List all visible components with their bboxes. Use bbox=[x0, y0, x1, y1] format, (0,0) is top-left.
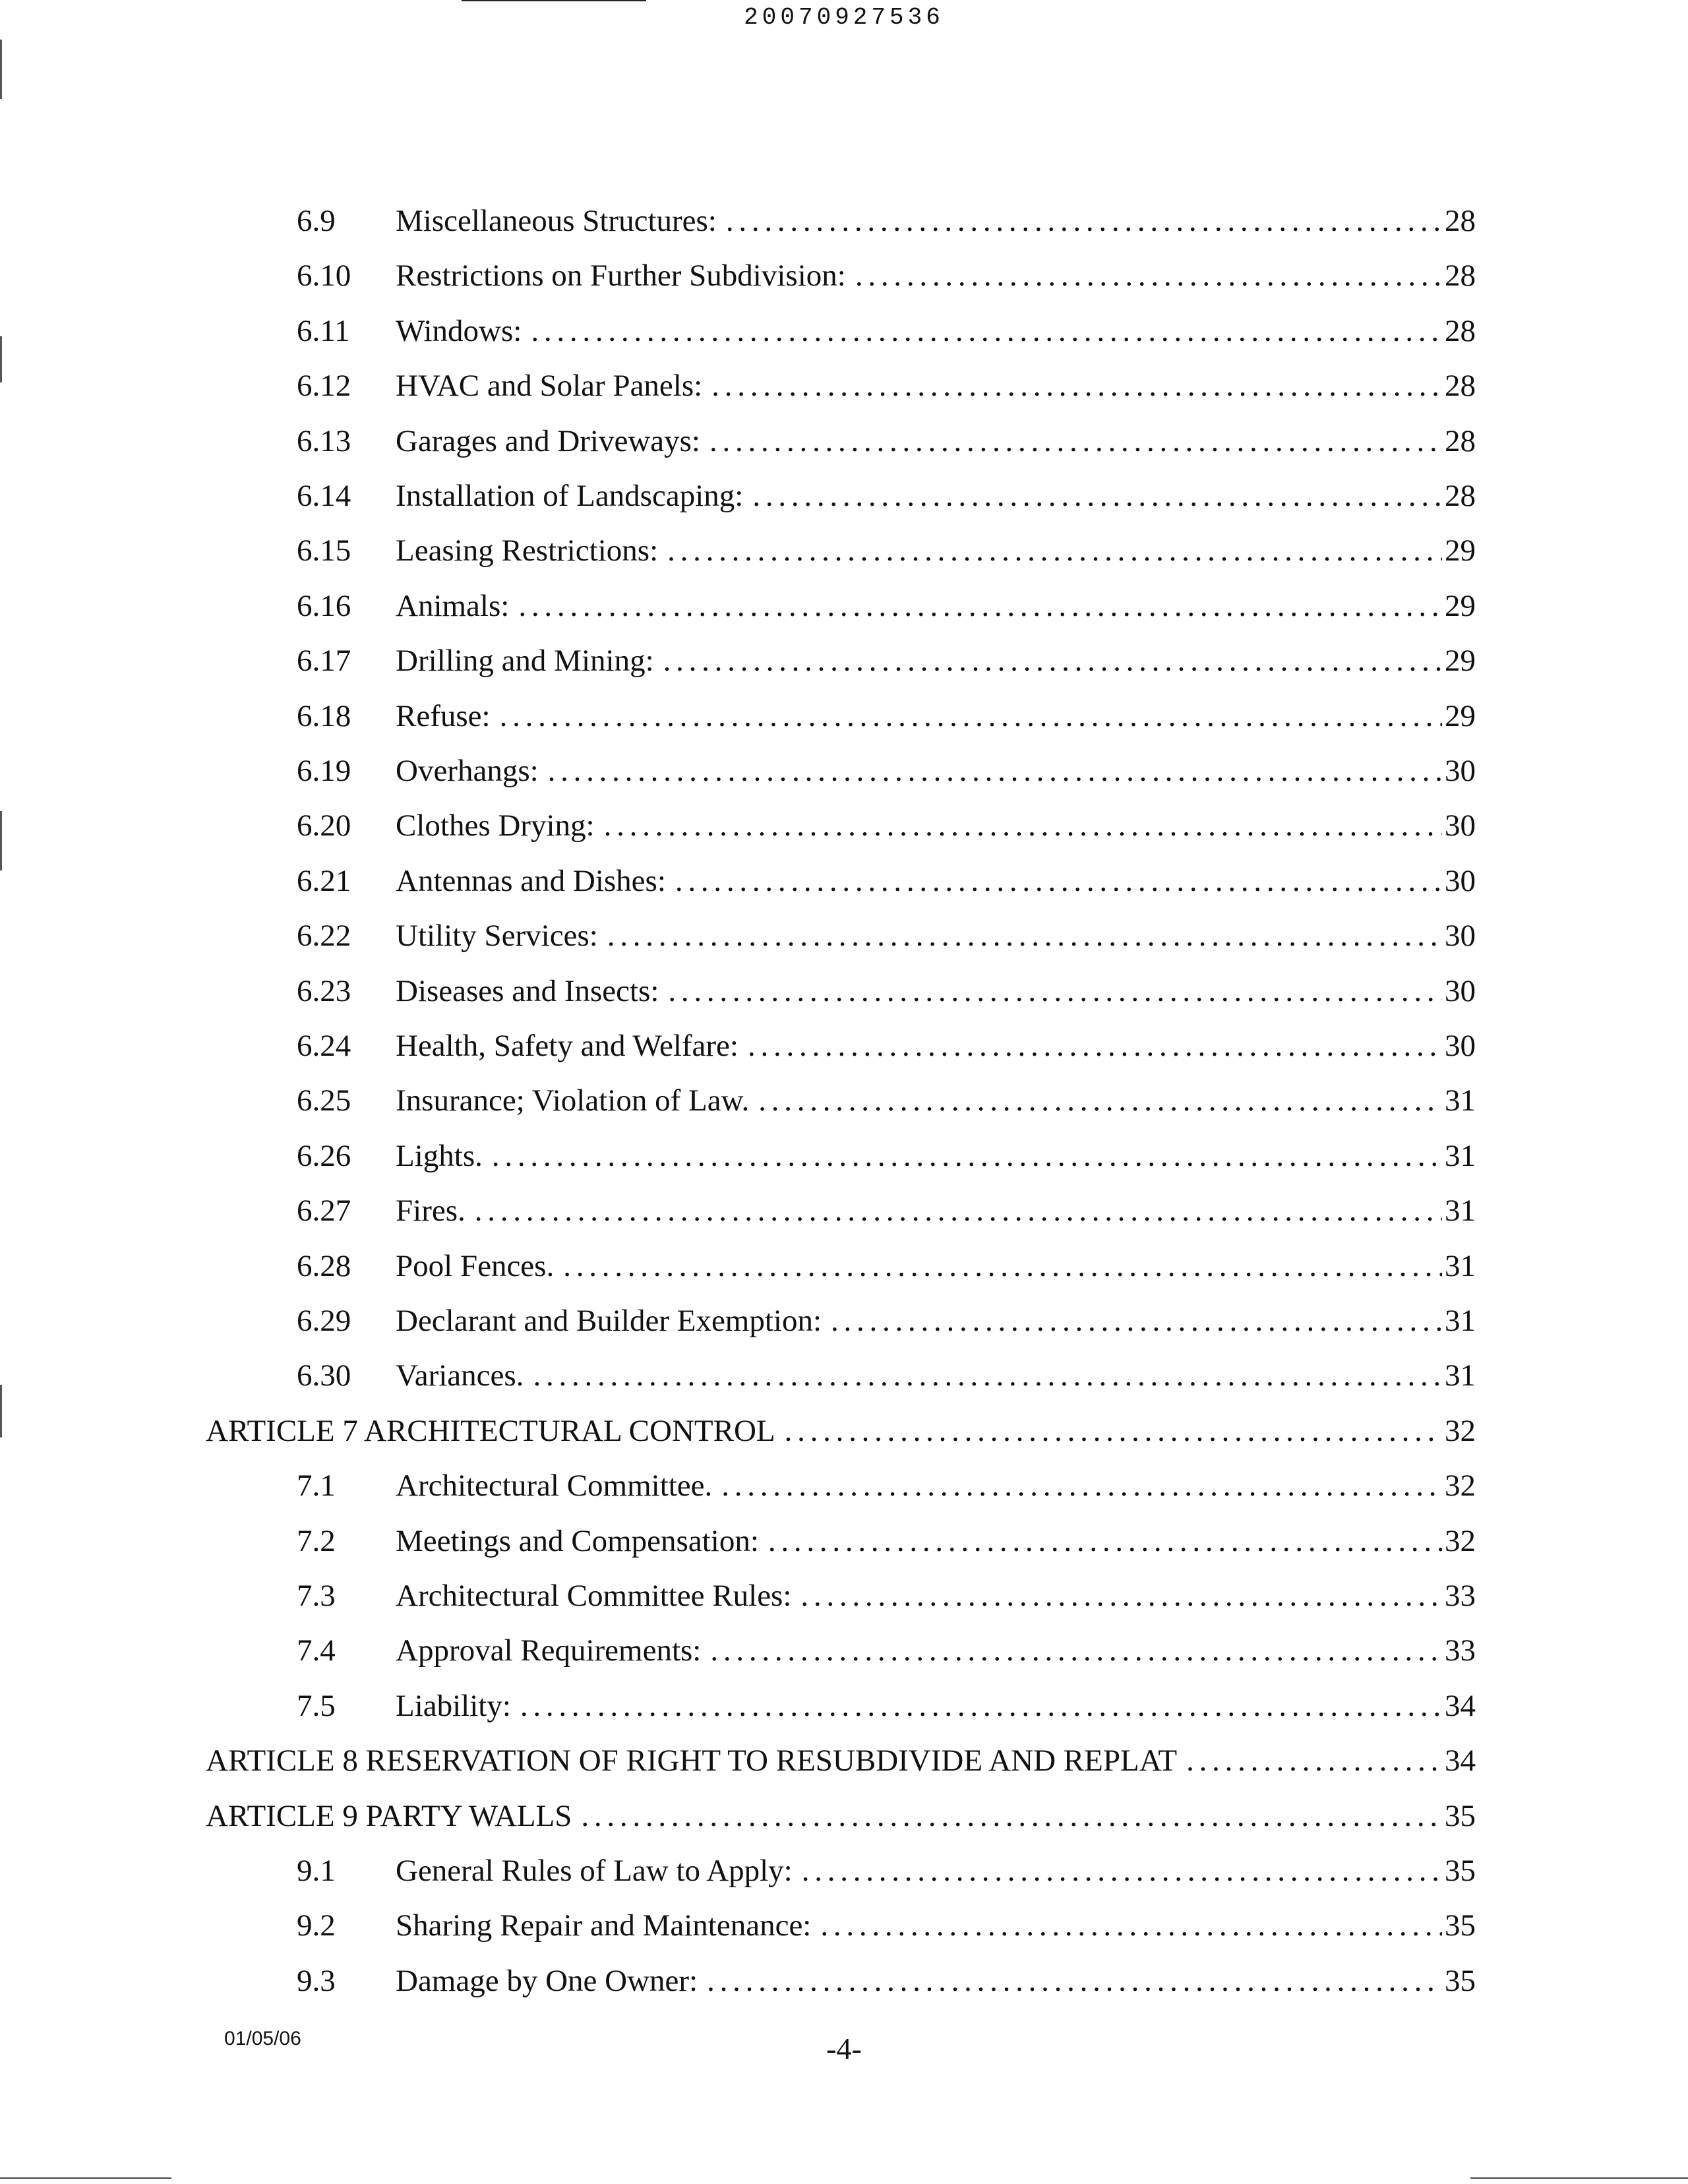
dot-leader bbox=[721, 1463, 1442, 1509]
dot-leader bbox=[768, 1518, 1442, 1564]
toc-entry bbox=[0, 1518, 1688, 1564]
toc-entry-line bbox=[396, 1848, 1476, 1894]
toc-entry-title: Animals: bbox=[396, 588, 510, 623]
toc-entry-number: 6.30 bbox=[297, 1358, 351, 1393]
dot-leader bbox=[726, 198, 1442, 244]
toc-entry-title: Antennas and Dishes: bbox=[396, 863, 666, 898]
toc-entry-page: 31 bbox=[1445, 1138, 1476, 1173]
dot-leader bbox=[707, 1958, 1442, 2004]
toc-entry-title: Drilling and Mining: bbox=[396, 644, 654, 679]
toc-entry-page: 29 bbox=[1445, 698, 1476, 733]
toc-entry bbox=[0, 1077, 1688, 1124]
toc-entry-line bbox=[396, 1298, 1476, 1344]
toc-entry bbox=[0, 1133, 1688, 1179]
toc-entry-number: 6.12 bbox=[297, 369, 351, 404]
toc-entry-page: 28 bbox=[1445, 423, 1476, 458]
toc-entry-number: 6.16 bbox=[297, 588, 351, 623]
toc-entry-line bbox=[396, 473, 1476, 519]
toc-entry bbox=[0, 1902, 1688, 1949]
dot-leader bbox=[531, 308, 1442, 354]
dot-leader bbox=[563, 1243, 1442, 1289]
toc-entry-line bbox=[396, 1352, 1476, 1399]
toc-entry-page: 28 bbox=[1445, 479, 1476, 513]
toc-entry-number: 9.2 bbox=[297, 1908, 336, 1943]
toc-entry-page: 29 bbox=[1445, 588, 1476, 623]
toc-entry-number: 6.20 bbox=[297, 808, 351, 843]
dot-leader bbox=[820, 1902, 1442, 1949]
toc-entry-title: Lights. bbox=[396, 1138, 483, 1173]
dot-leader bbox=[492, 1133, 1442, 1179]
toc-entry-page: 30 bbox=[1445, 808, 1476, 843]
toc-entry-title: Garages and Driveways: bbox=[396, 423, 700, 458]
dot-leader bbox=[711, 363, 1442, 409]
dot-leader bbox=[581, 1793, 1442, 1839]
toc-entry-title: Architectural Committee. bbox=[396, 1469, 713, 1503]
toc-entry-number: 6.28 bbox=[297, 1248, 351, 1283]
dot-leader bbox=[668, 968, 1442, 1014]
toc-entry-number: 6.19 bbox=[297, 754, 351, 788]
toc-entry bbox=[0, 1298, 1688, 1344]
toc-entry bbox=[0, 1627, 1688, 1674]
toc-entry bbox=[0, 1958, 1688, 2004]
toc-entry-page: 35 bbox=[1445, 1798, 1476, 1833]
toc-entry-page: 30 bbox=[1445, 973, 1476, 1008]
toc-entry-title: ARTICLE 8 RESERVATION OF RIGHT TO RESUBDIVIDE AND REPLAT bbox=[206, 1744, 1178, 1778]
toc-entry-page: 28 bbox=[1445, 258, 1476, 293]
toc-article-heading bbox=[0, 1738, 1688, 1784]
toc-entry-line bbox=[396, 1188, 1476, 1234]
scan-edge-mark bbox=[0, 40, 2, 99]
toc-entry-number: 6.10 bbox=[297, 258, 351, 293]
toc-entry-title: Sharing Repair and Maintenance: bbox=[396, 1908, 812, 1943]
toc-entry-number: 6.22 bbox=[297, 919, 351, 954]
dot-leader bbox=[675, 858, 1442, 904]
toc-entry-number: 6.9 bbox=[297, 204, 336, 238]
dot-leader bbox=[518, 583, 1442, 629]
toc-entry-page: 28 bbox=[1445, 313, 1476, 348]
toc-entry-title: Diseases and Insects: bbox=[396, 973, 659, 1008]
toc-entry-line bbox=[396, 253, 1476, 299]
toc-entry-page: 28 bbox=[1445, 369, 1476, 404]
toc-entry bbox=[0, 1683, 1688, 1729]
toc-entry-title: Insurance; Violation of Law. bbox=[396, 1083, 750, 1118]
toc-entry-line bbox=[396, 528, 1476, 574]
toc-entry-title: ARTICLE 7 ARCHITECTURAL CONTROL bbox=[206, 1413, 775, 1448]
toc-entry-page: 30 bbox=[1445, 754, 1476, 788]
toc-entry-title: Liability: bbox=[396, 1688, 511, 1723]
toc-entry-title: Clothes Drying: bbox=[396, 808, 595, 843]
toc-entry-title: Approval Requirements: bbox=[396, 1633, 702, 1668]
toc-entry-page: 30 bbox=[1445, 1029, 1476, 1063]
toc-entry-page: 31 bbox=[1445, 1083, 1476, 1118]
toc-entry-number: 6.11 bbox=[297, 313, 350, 348]
toc-entry-page: 31 bbox=[1445, 1194, 1476, 1228]
dot-leader bbox=[710, 1627, 1442, 1674]
toc-entry-page: 32 bbox=[1445, 1523, 1476, 1558]
toc-entry-line bbox=[396, 1077, 1476, 1124]
toc-entry-title: Meetings and Compensation: bbox=[396, 1523, 759, 1558]
toc-entry-title: Architectural Committee Rules: bbox=[396, 1579, 792, 1613]
toc-entry-page: 28 bbox=[1445, 204, 1476, 238]
bottom-rule bbox=[1470, 2177, 1688, 2179]
toc-entry-page: 29 bbox=[1445, 644, 1476, 679]
toc-entry bbox=[0, 363, 1688, 409]
toc-entry-title: Restrictions on Further Subdivision: bbox=[396, 258, 846, 293]
toc-entry-line bbox=[206, 1408, 1476, 1454]
toc-entry-line bbox=[396, 583, 1476, 629]
toc-entry-line bbox=[396, 1902, 1476, 1949]
toc-entry-line bbox=[396, 363, 1476, 409]
dot-leader bbox=[500, 693, 1442, 739]
toc-entry-line bbox=[396, 693, 1476, 739]
dot-leader bbox=[709, 418, 1442, 464]
toc-entry-line bbox=[396, 1573, 1476, 1619]
toc-entry-title: Windows: bbox=[396, 313, 522, 348]
toc-entry-page: 33 bbox=[1445, 1579, 1476, 1613]
dot-leader bbox=[752, 473, 1442, 519]
toc-entry-number: 6.13 bbox=[297, 423, 351, 458]
toc-entry bbox=[0, 1573, 1688, 1619]
dot-leader bbox=[831, 1298, 1442, 1344]
toc-entry bbox=[0, 308, 1688, 354]
toc-entry bbox=[0, 748, 1688, 794]
bottom-rule bbox=[0, 2177, 171, 2179]
toc-entry-title: Declarant and Builder Exemption: bbox=[396, 1304, 822, 1338]
page-number: -4- bbox=[826, 2032, 862, 2065]
toc-entry bbox=[0, 913, 1688, 959]
top-rule bbox=[462, 0, 646, 1]
dot-leader bbox=[533, 1352, 1442, 1399]
toc-entry bbox=[0, 858, 1688, 904]
toc-entry bbox=[0, 583, 1688, 629]
toc-entry-number: 6.23 bbox=[297, 973, 351, 1008]
toc-entry-number: 6.25 bbox=[297, 1083, 351, 1118]
toc-entry-number: 6.15 bbox=[297, 533, 351, 568]
toc-entry bbox=[0, 418, 1688, 464]
toc-entry-title: Miscellaneous Structures: bbox=[396, 204, 717, 238]
toc-entry-number: 6.24 bbox=[297, 1029, 351, 1063]
toc-entry bbox=[0, 803, 1688, 849]
toc-entry bbox=[0, 1352, 1688, 1399]
dot-leader bbox=[802, 1848, 1442, 1894]
toc-entry-page: 31 bbox=[1445, 1358, 1476, 1393]
toc-entry-line bbox=[396, 1023, 1476, 1069]
toc-entry bbox=[0, 528, 1688, 574]
toc-entry-line bbox=[396, 913, 1476, 959]
toc-entry bbox=[0, 473, 1688, 519]
toc-entry bbox=[0, 1463, 1688, 1509]
toc-entry-line bbox=[396, 1518, 1476, 1564]
toc-entry-page: 35 bbox=[1445, 1908, 1476, 1943]
toc-entry-page: 34 bbox=[1445, 1744, 1476, 1778]
toc-entry-title: Leasing Restrictions: bbox=[396, 533, 659, 568]
footer-date: 01/05/06 bbox=[224, 2028, 301, 2049]
toc-entry-page: 29 bbox=[1445, 533, 1476, 568]
toc-entry-page: 30 bbox=[1445, 863, 1476, 898]
toc-entry-line bbox=[396, 1463, 1476, 1509]
toc-entry-number: 7.4 bbox=[297, 1633, 336, 1668]
toc-entry bbox=[0, 1243, 1688, 1289]
document-number: 20070927536 bbox=[744, 4, 944, 31]
dot-leader bbox=[855, 253, 1442, 299]
toc-entry-page: 34 bbox=[1445, 1688, 1476, 1723]
toc-entry-number: 6.18 bbox=[297, 698, 351, 733]
dot-leader bbox=[800, 1573, 1442, 1619]
toc-entry-number: 9.3 bbox=[297, 1963, 336, 1998]
dot-leader bbox=[604, 803, 1442, 849]
toc-entry-number: 6.26 bbox=[297, 1138, 351, 1173]
toc-entry-number: 9.1 bbox=[297, 1854, 336, 1888]
toc-entry-line bbox=[396, 638, 1476, 684]
toc-entry-line bbox=[396, 198, 1476, 244]
toc-entry-title: Damage by One Owner: bbox=[396, 1963, 698, 1998]
toc-entry-line bbox=[206, 1793, 1476, 1839]
toc-entry-title: Overhangs: bbox=[396, 754, 539, 788]
toc-entry-title: Refuse: bbox=[396, 698, 491, 733]
toc-entry-page: 32 bbox=[1445, 1413, 1476, 1448]
toc-entry-number: 6.27 bbox=[297, 1194, 351, 1228]
toc-entry-title: Utility Services: bbox=[396, 919, 598, 954]
dot-leader bbox=[1186, 1738, 1442, 1784]
toc-entry-line bbox=[396, 1627, 1476, 1674]
toc-entry-title: Installation of Landscaping: bbox=[396, 479, 744, 513]
toc-entry-line bbox=[396, 418, 1476, 464]
dot-leader bbox=[758, 1077, 1442, 1124]
toc-entry-title: HVAC and Solar Panels: bbox=[396, 369, 703, 404]
dot-leader bbox=[667, 528, 1442, 574]
toc-entry-line bbox=[396, 858, 1476, 904]
toc-entry-title: Health, Safety and Welfare: bbox=[396, 1029, 738, 1063]
toc-article-heading bbox=[0, 1793, 1688, 1839]
toc-entry-line bbox=[396, 748, 1476, 794]
toc-entry-line bbox=[396, 1958, 1476, 2004]
toc-entry-page: 30 bbox=[1445, 919, 1476, 954]
toc-entry-line bbox=[206, 1738, 1476, 1784]
dot-leader bbox=[548, 748, 1442, 794]
toc-entry-number: 7.1 bbox=[297, 1469, 336, 1503]
toc-entry-line bbox=[396, 1133, 1476, 1179]
toc-entry-number: 7.2 bbox=[297, 1523, 336, 1558]
dot-leader bbox=[520, 1683, 1442, 1729]
dot-leader bbox=[663, 638, 1442, 684]
toc-entry-number: 6.17 bbox=[297, 644, 351, 679]
toc-entry-line bbox=[396, 308, 1476, 354]
toc-entry-number: 6.14 bbox=[297, 479, 351, 513]
toc-entry-number: 6.21 bbox=[297, 863, 351, 898]
toc-entry-page: 33 bbox=[1445, 1633, 1476, 1668]
toc-entry bbox=[0, 1188, 1688, 1234]
toc-article-heading bbox=[0, 1408, 1688, 1454]
toc-entry bbox=[0, 1848, 1688, 1894]
toc-entry-title: Pool Fences. bbox=[396, 1248, 555, 1283]
toc-entry-title: Fires. bbox=[396, 1194, 466, 1228]
toc-entry-page: 31 bbox=[1445, 1304, 1476, 1338]
toc-entry-title: Variances. bbox=[396, 1358, 524, 1393]
toc-entry-page: 32 bbox=[1445, 1469, 1476, 1503]
toc-entry-page: 31 bbox=[1445, 1248, 1476, 1283]
toc-entry bbox=[0, 253, 1688, 299]
toc-entry bbox=[0, 638, 1688, 684]
toc-entry-number: 7.5 bbox=[297, 1688, 336, 1723]
toc-entry-line bbox=[396, 803, 1476, 849]
toc-entry-line bbox=[396, 968, 1476, 1014]
toc-entry-number: 6.29 bbox=[297, 1304, 351, 1338]
toc-entry-page: 35 bbox=[1445, 1963, 1476, 1998]
dot-leader bbox=[748, 1023, 1442, 1069]
toc-entry-title: ARTICLE 9 PARTY WALLS bbox=[206, 1798, 572, 1833]
toc-entry-line bbox=[396, 1683, 1476, 1729]
toc-entry-line bbox=[396, 1243, 1476, 1289]
dot-leader bbox=[475, 1188, 1442, 1234]
toc-entry bbox=[0, 1023, 1688, 1069]
dot-leader bbox=[785, 1408, 1442, 1454]
toc-entry bbox=[0, 693, 1688, 739]
toc-entry-number: 7.3 bbox=[297, 1579, 336, 1613]
toc-entry-page: 35 bbox=[1445, 1854, 1476, 1888]
toc-entry bbox=[0, 968, 1688, 1014]
dot-leader bbox=[607, 913, 1442, 959]
toc-entry-title: General Rules of Law to Apply: bbox=[396, 1854, 793, 1888]
toc-entry bbox=[0, 198, 1688, 244]
